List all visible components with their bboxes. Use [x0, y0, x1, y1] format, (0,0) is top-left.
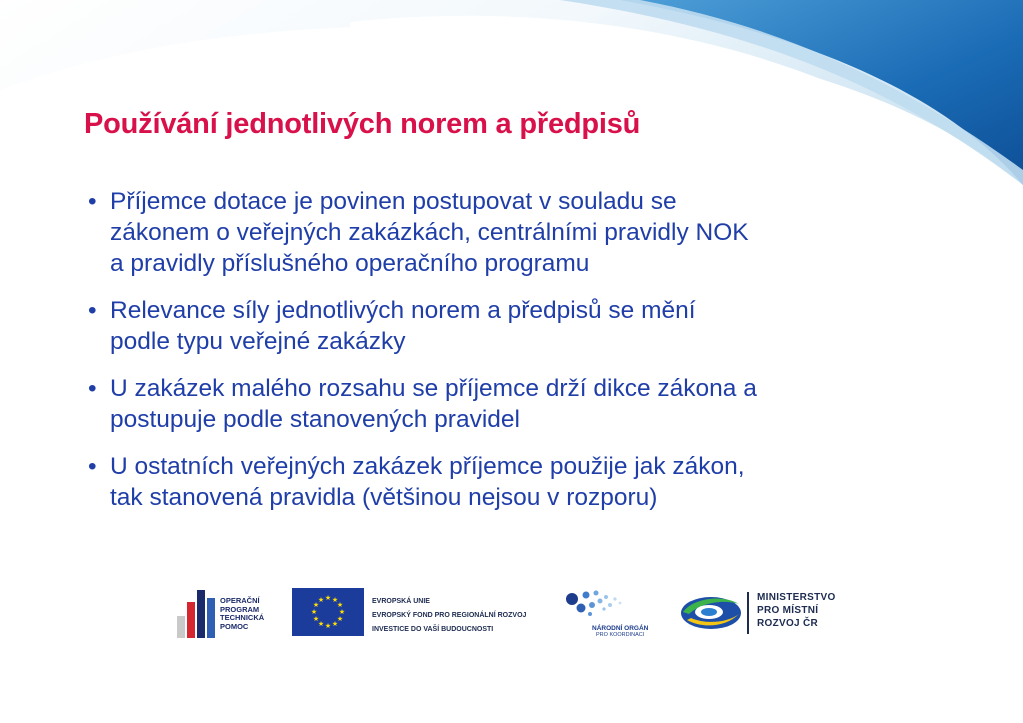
svg-text:★: ★ [338, 608, 346, 616]
nok-logo [562, 585, 652, 643]
footer-logos [0, 580, 1023, 650]
op-bar-gray [177, 616, 185, 638]
svg-text:★: ★ [331, 620, 339, 628]
op-bar-red [187, 602, 195, 638]
eu-text [372, 595, 526, 637]
bullet-line: tak stanovená pravidla (většinou nejsou v rozporu) [110, 484, 658, 511]
nok-name: NÁRODNÍ ORGÁN [592, 625, 649, 632]
eu-line: EVROPSKÁ UNIE [372, 598, 430, 605]
op-tp-line: TECHNICKÁ [220, 613, 265, 622]
list-item [88, 451, 948, 513]
list-item [88, 186, 948, 279]
mmr-text [757, 591, 836, 630]
svg-text:★: ★ [317, 620, 325, 628]
svg-text:★: ★ [317, 596, 325, 604]
bullet-line: Příjemce dotace je povinen postupovat v souladu se [110, 188, 677, 215]
nok-text [592, 625, 648, 638]
svg-text:★: ★ [324, 594, 332, 602]
svg-text:★: ★ [336, 601, 344, 609]
list-item [88, 373, 948, 435]
op-bar-navy [197, 590, 205, 638]
svg-text:★: ★ [331, 596, 339, 604]
op-bar-blue [207, 598, 215, 638]
mmr-line: PRO MÍSTNÍ [757, 605, 819, 616]
op-tp-line: OPERAČNÍ [220, 596, 260, 605]
page-title: Používání jednotlivých norem a předpisů [84, 108, 641, 140]
bullet-dot: • [88, 188, 97, 215]
bullet-line: zákonem o veřejných zakázkách, centrálními pravidly NOK [110, 219, 749, 246]
bullet-line: U ostatních veřejných zakázek příjemce použije jak zákon, [110, 453, 745, 480]
op-tp-logo [177, 588, 282, 638]
bullet-dot: • [88, 375, 97, 402]
mmr-separator [747, 592, 749, 634]
eu-stars-icon [292, 588, 364, 636]
bullet-dot: • [88, 297, 97, 324]
op-tp-line: POMOC [220, 621, 249, 631]
bullet-line: a pravidly příslušného operačního programu [110, 250, 590, 277]
svg-text:★: ★ [324, 622, 332, 630]
svg-text:★: ★ [336, 615, 344, 623]
eu-line: EVROPSKÝ FOND PRO REGIONÁLNÍ ROZVOJ [372, 612, 527, 619]
op-tp-line: PROGRAM [220, 604, 260, 614]
bullet-line: podle typu veřejné zakázky [110, 328, 406, 355]
bullet-dot: • [88, 453, 97, 480]
svg-text:★: ★ [310, 608, 318, 616]
list-item [88, 295, 948, 357]
bullet-line: U zakázek malého rozsahu se příjemce drží dikce zákona a [110, 375, 757, 402]
svg-text:★: ★ [312, 615, 320, 623]
nok-subtitle: PRO KOORDINACI [596, 632, 645, 638]
svg-text:★: ★ [312, 601, 320, 609]
mmr-emblem-icon [679, 592, 743, 632]
bullet-list [88, 186, 948, 529]
mmr-line: MINISTERSTVO [757, 592, 836, 603]
op-tp-text [220, 597, 264, 631]
eu-line: INVESTICE DO VAŠÍ BUDOUCNOSTI [372, 626, 494, 633]
bullet-line: Relevance síly jednotlivých norem a předpisů se mění [110, 297, 696, 324]
nok-dots-icon [562, 585, 652, 625]
mmr-line: ROZVOJ ČR [757, 618, 819, 629]
eu-flag-logo [292, 588, 364, 636]
bullet-line: postupuje podle stanovených pravidel [110, 406, 520, 433]
